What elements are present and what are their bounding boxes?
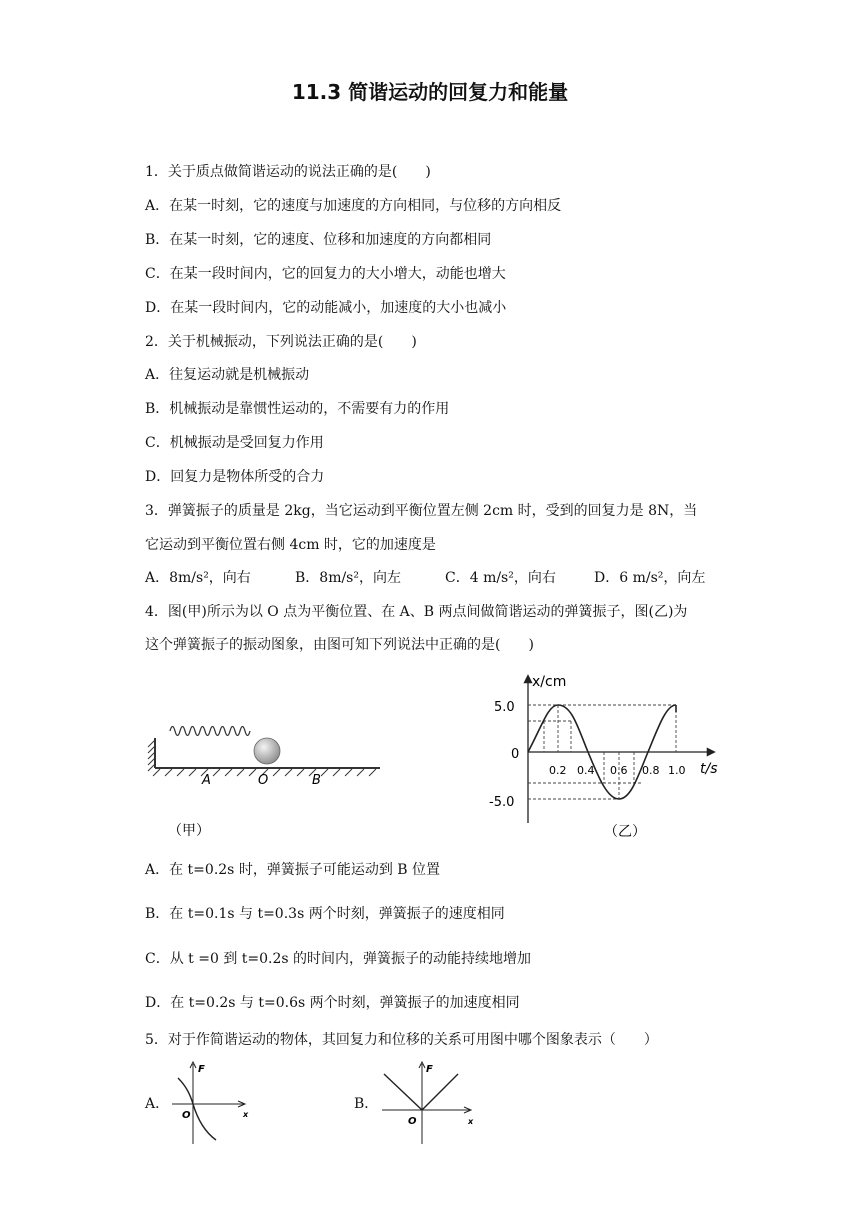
q2-option-c: C．机械振动是受回复力作用 — [145, 435, 324, 451]
x-tick-0.8: 0.8 — [642, 764, 660, 777]
q3-stem-line2: 它运动到平衡位置右侧 4cm 时，它的加速度是 — [145, 537, 436, 553]
q4-stem-line2: 这个弹簧振子的振动图象，由图可知下列说法中正确的是( ) — [145, 637, 534, 653]
q4-stem-line1: 4．图(甲)所示为以 O 点为平衡位置、在 A、B 两点间做简谐运动的弹簧振子，图(乙)为 — [145, 604, 688, 620]
q3-option-a: A．8m/s²，向右 — [145, 570, 251, 586]
figure-yi-caption: （乙） — [604, 824, 646, 840]
x-ticks — [549, 764, 686, 777]
figure-jia-caption: （甲） — [168, 823, 210, 839]
x-tick-0.2: 0.2 — [549, 764, 567, 777]
q5-b-o-label: O — [408, 1116, 417, 1127]
x-tick-1.0: 1.0 — [668, 764, 686, 777]
page-title: 11.3 简谐运动的回复力和能量 — [291, 80, 569, 104]
q3-option-c: C．4 m/s²，向右 — [445, 570, 556, 586]
q5-a-x-label: x — [243, 1110, 249, 1119]
q5-graph-b — [378, 1060, 478, 1150]
q4-option-c: C．从 t =0 到 t=0.2s 的时间内，弹簧振子的动能持续地增加 — [145, 951, 532, 967]
q2-stem: 2．关于机械振动，下列说法正确的是( ) — [145, 334, 417, 350]
q5-a-o-label: O — [182, 1110, 191, 1121]
q2-option-d: D．回复力是物体所受的合力 — [145, 469, 325, 485]
spring — [170, 727, 250, 736]
q4-option-d: D．在 t=0.2s 与 t=0.6s 两个时刻，弹簧振子的加速度相同 — [145, 995, 520, 1011]
point-a-label: A — [202, 773, 211, 788]
x-axis-label: t/s — [700, 761, 718, 777]
q1-option-a: A．在某一时刻，它的速度与加速度的方向相同，与位移的方向相反 — [145, 198, 562, 214]
q1-option-d: D．在某一段时间内，它的动能减小，加速度的大小也减小 — [145, 300, 507, 316]
q3-options-row — [145, 568, 705, 588]
figure-yi-vibration-graph — [486, 668, 736, 848]
q5-a-f-label: F — [198, 1064, 205, 1075]
wall-hatching — [148, 740, 155, 771]
q5-stem: 5．对于作简谐运动的物体，其回复力和位移的关系可用图中哪个图象表示（ ） — [145, 1032, 658, 1048]
q5-option-b-label: B． — [354, 1096, 379, 1112]
q5-b-curve — [384, 1074, 458, 1110]
q5-b-x-label: x — [468, 1117, 474, 1126]
q1-option-c: C．在某一段时间内，它的回复力的大小增大，动能也增大 — [145, 266, 506, 282]
x-tick-0.6: 0.6 — [610, 764, 628, 777]
y-axis-label: x/cm — [532, 674, 567, 690]
q1-stem: 1．关于质点做简谐运动的说法正确的是( ) — [145, 164, 431, 180]
q4-option-a: A．在 t=0.2s 时，弹簧振子可能运动到 B 位置 — [145, 862, 441, 878]
q1-option-b: B．在某一时刻，它的速度、位移和加速度的方向都相同 — [145, 232, 492, 248]
q3-option-b: B．8m/s²，向左 — [295, 570, 401, 586]
q3-stem-line1: 3．弹簧振子的质量是 2kg，当它运动到平衡位置左侧 2cm 时，受到的回复力是 8N，当 — [145, 503, 698, 519]
point-b-label: B — [312, 773, 321, 788]
q4-option-b: B．在 t=0.1s 与 t=0.3s 两个时刻，弹簧振子的速度相同 — [145, 906, 505, 922]
q5-option-a-label: A． — [145, 1096, 170, 1112]
q5-graph-a — [168, 1060, 258, 1150]
y-tick-0: 0 — [511, 747, 520, 762]
q2-option-b: B．机械振动是靠惯性运动的，不需要有力的作用 — [145, 401, 450, 417]
q2-option-a: A．往复运动就是机械振动 — [145, 367, 310, 383]
q5-b-f-label: F — [426, 1064, 433, 1075]
q5-a-curve — [178, 1078, 216, 1140]
oscillator-ball — [254, 738, 280, 764]
figure-jia-spring-oscillator — [140, 718, 390, 843]
x-tick-0.4: 0.4 — [577, 764, 595, 777]
q3-option-d: D．6 m/s²，向左 — [594, 570, 706, 586]
y-tick-5: 5.0 — [494, 700, 515, 715]
point-o-label: O — [258, 773, 269, 788]
y-tick-neg5: -5.0 — [489, 795, 515, 810]
